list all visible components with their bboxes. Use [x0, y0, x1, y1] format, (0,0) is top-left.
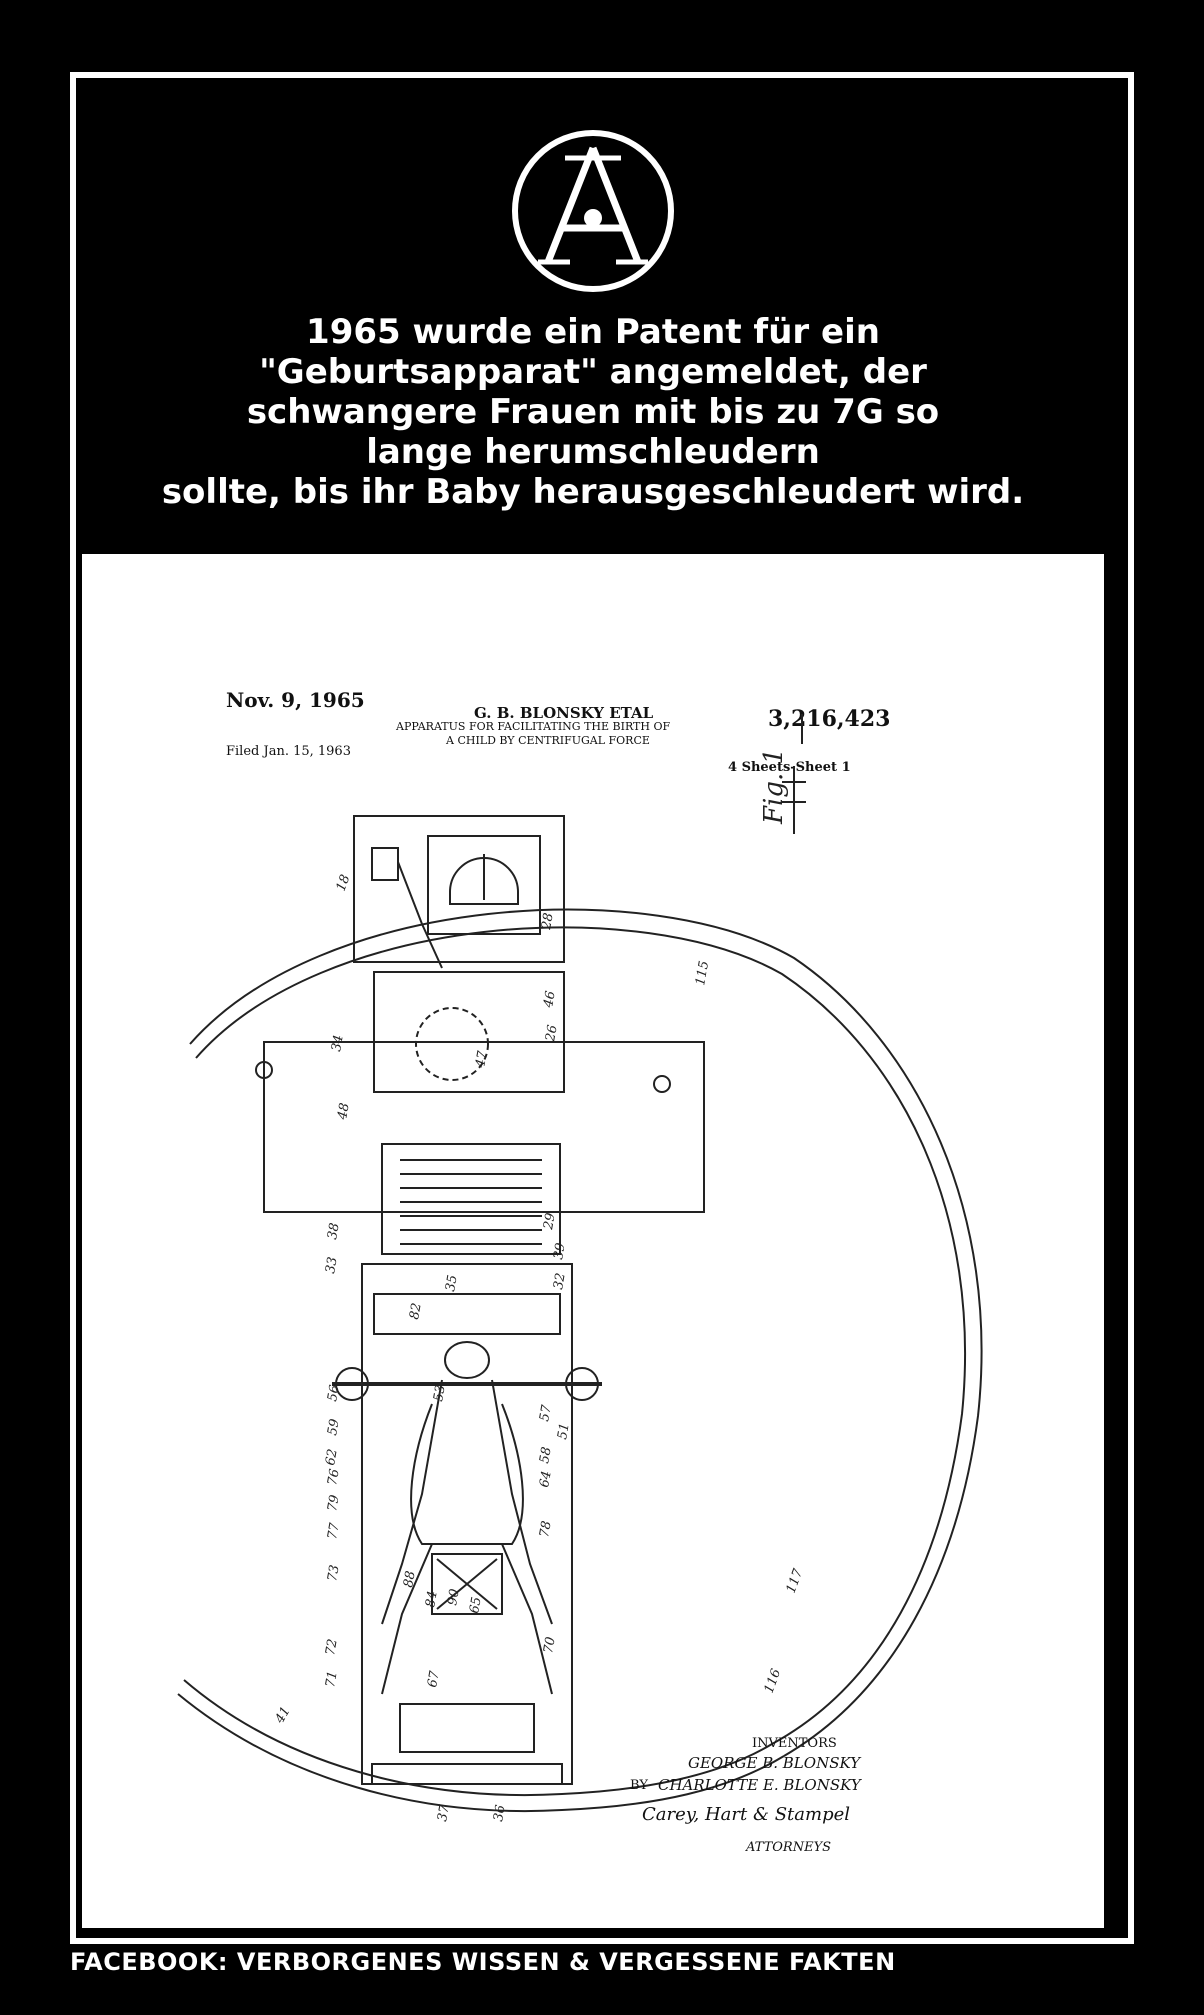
ref-numeral: 88	[401, 1569, 419, 1589]
ref-numeral: 59	[325, 1417, 343, 1437]
ref-numeral: 58	[537, 1445, 555, 1465]
ref-numeral: 70	[541, 1635, 559, 1655]
ref-numeral: 115	[693, 959, 713, 987]
ref-numeral: 84	[423, 1589, 441, 1609]
ref-numeral: 47	[473, 1049, 491, 1069]
patent-drawing-sheet	[82, 554, 1104, 1928]
patent-inventor-header: G. B. BLONSKY ETAL	[474, 704, 654, 722]
ref-numeral: 65	[467, 1595, 485, 1615]
ref-numeral: 18	[333, 872, 354, 894]
patent-filed-date: Filed Jan. 15, 1963	[226, 744, 351, 759]
ref-numeral: 57	[537, 1403, 555, 1423]
centrifuge-ring	[196, 927, 965, 1744]
ref-numeral: 117	[783, 1566, 807, 1596]
ref-numeral: 77	[325, 1521, 343, 1541]
inventor-name-1: GEORGE B. BLONSKY	[688, 1754, 861, 1772]
inventor-by-label: BY	[630, 1778, 648, 1793]
patient-head	[445, 1342, 489, 1378]
patent-sheets: 4 Sheets-Sheet 1	[728, 760, 851, 775]
triangle-a-circle-logo	[510, 128, 676, 294]
patent-number: 3,216,423	[768, 706, 891, 732]
ref-numeral: 116	[761, 1666, 785, 1696]
ref-numeral: 51	[555, 1421, 573, 1441]
patent-date: Nov. 9, 1965	[226, 688, 365, 712]
headline-line: 1965 wurde ein Patent für ein	[306, 312, 880, 352]
ref-numeral: 90	[445, 1587, 463, 1607]
ref-numeral: 79	[325, 1493, 343, 1513]
ref-numeral: 82	[407, 1301, 425, 1321]
ref-numeral: 76	[325, 1467, 343, 1487]
motor-frame	[374, 972, 564, 1092]
ref-numeral: 38	[325, 1221, 343, 1241]
ref-numeral: 73	[325, 1563, 343, 1583]
footer-credit: FACEBOOK: VERBORGENES WISSEN & VERGESSENE FAKTEN	[70, 1948, 896, 1976]
ref-numeral: 28	[539, 911, 557, 931]
headline-line: schwangere Frauen mit bis zu 7G so	[246, 392, 940, 432]
ref-numeral: 37	[435, 1803, 453, 1823]
ref-numeral: 78	[537, 1519, 555, 1539]
inventors-label: INVENTORS	[752, 1736, 837, 1751]
ref-numeral: 34	[329, 1033, 347, 1053]
fig-label: Fig. 1	[759, 747, 789, 824]
headline-line: sollte, bis ihr Baby herausgeschleudert wird.	[161, 472, 1025, 512]
ref-numeral: 39	[551, 1241, 569, 1261]
ref-numeral: 36	[491, 1803, 509, 1823]
patent-title-line2: A CHILD BY CENTRIFUGAL FORCE	[446, 734, 650, 747]
headline-line: "Geburtsapparat" angemeldet, der	[259, 352, 927, 392]
attorneys-label: ATTORNEYS	[746, 1840, 832, 1855]
ref-numeral: 71	[323, 1669, 341, 1689]
headline-line: lange herumschleudern	[366, 432, 820, 472]
birth-apparatus-drawing	[82, 554, 1104, 1928]
control-housing	[354, 816, 564, 962]
ref-numeral: 72	[323, 1637, 341, 1657]
ref-numeral: 62	[323, 1447, 341, 1467]
ref-numeral: 29	[541, 1211, 559, 1231]
ref-numeral: 53	[431, 1383, 449, 1403]
patent-title-line1: APPARATUS FOR FACILITATING THE BIRTH OF	[396, 720, 671, 733]
ref-numeral: 48	[335, 1101, 353, 1121]
ref-numeral: 33	[323, 1255, 341, 1275]
ref-numeral: 41	[272, 1704, 294, 1726]
ref-numeral: 64	[537, 1469, 555, 1489]
ref-numeral: 26	[543, 1023, 561, 1043]
ref-numeral: 32	[551, 1271, 569, 1291]
headline	[82, 312, 1104, 512]
ref-numeral: 67	[425, 1669, 443, 1689]
ref-numeral: 35	[443, 1273, 461, 1293]
ref-numeral: 56	[325, 1383, 343, 1403]
ref-numeral: 46	[541, 989, 559, 1009]
attorneys-signature: Carey, Hart & Stampel	[642, 1804, 851, 1825]
inventor-name-2: CHARLOTTE E. BLONSKY	[658, 1776, 861, 1794]
